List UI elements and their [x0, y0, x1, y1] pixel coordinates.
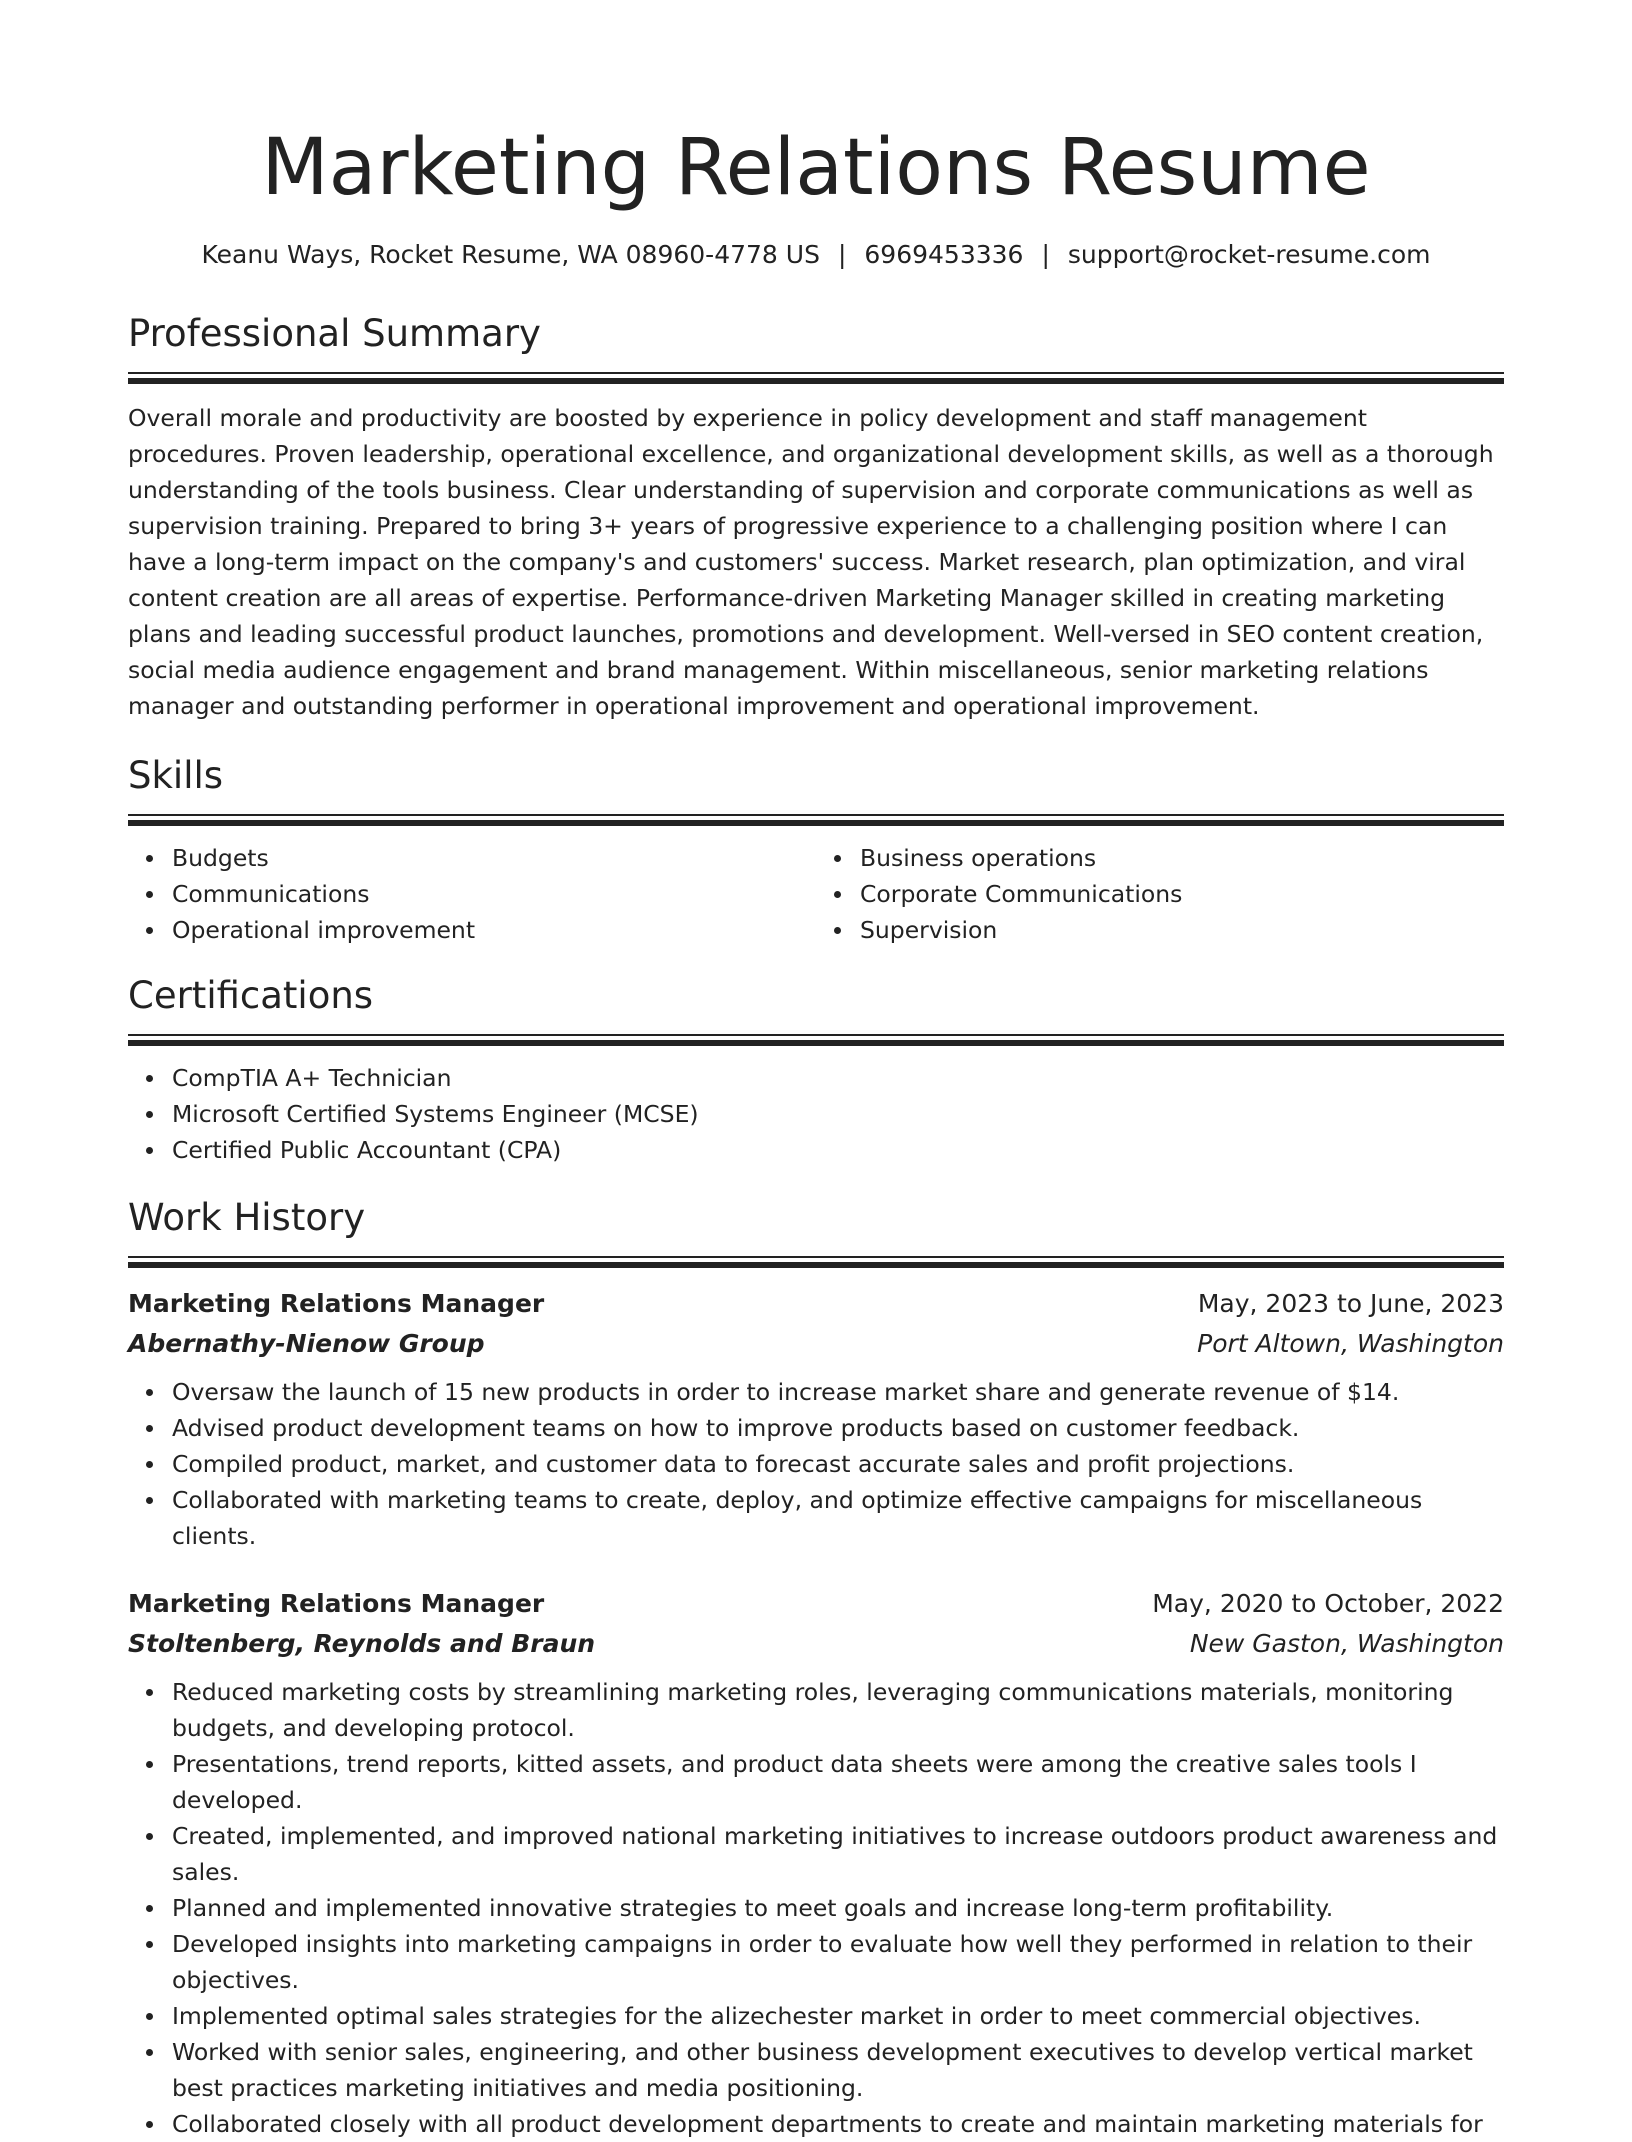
job-bullet: Worked with senior sales, engineering, and other business development executives to develop vertical market best practices marketing initiatives and media positioning.: [172, 2034, 1504, 2106]
summary-section: [128, 310, 1504, 724]
job-header: [128, 1284, 1504, 1324]
page-title: Marketing Relations Resume: [261, 123, 1371, 213]
skills-list-left: [128, 840, 816, 948]
resume-page: [128, 0, 1504, 2142]
job-bullet-list: [128, 1674, 1504, 2142]
section-divider: [128, 1034, 1504, 1046]
job-header: [128, 1584, 1504, 1624]
section-title-skills: Skills: [128, 754, 224, 797]
job-dates: May, 2020 to October, 2022: [1152, 1589, 1504, 1618]
job-location: Port Altown, Washington: [1197, 1329, 1504, 1358]
skills-section: [128, 752, 1504, 948]
job-bullet: Presentations, trend reports, kitted assets, and product data sheets were among the creative sales tools I developed.: [172, 1746, 1504, 1818]
job-bullet: Reduced marketing costs by streamlining marketing roles, leveraging communications materials, monitoring budgets, and developing protocol.: [172, 1674, 1504, 1746]
job-bullet: Planned and implemented innovative strategies to meet goals and increase long-term profitability.: [172, 1890, 1504, 1926]
section-divider: [128, 1256, 1504, 1268]
skill-item: Communications: [172, 876, 816, 912]
job-bullet: Created, implemented, and improved national marketing initiatives to increase outdoors product awareness and sales.: [172, 1818, 1504, 1890]
contact-separator: |: [1041, 240, 1050, 269]
skill-item: Corporate Communications: [860, 876, 1504, 912]
skill-item: Supervision: [860, 912, 1504, 948]
certification-item: CompTIA A+ Technician: [172, 1060, 1504, 1096]
job-bullet-list: [128, 1374, 1504, 1554]
job-bullet: Oversaw the launch of 15 new products in order to increase market share and generate revenue of $14.: [172, 1374, 1504, 1410]
job-bullet: Collaborated with marketing teams to create, deploy, and optimize effective campaigns for miscellaneous clients.: [172, 1482, 1504, 1554]
job-bullet: Advised product development teams on how to improve products based on customer feedback.: [172, 1410, 1504, 1446]
certification-item: Microsoft Certified Systems Engineer (MCSE): [172, 1096, 1504, 1132]
contact-email: support@rocket-resume.com: [1067, 240, 1431, 269]
job-company: Stoltenberg, Reynolds and Braun: [128, 1629, 596, 1658]
job-subheader: [128, 1624, 1504, 1664]
section-divider: [128, 372, 1504, 384]
job-entry: [128, 1584, 1504, 2142]
skill-item: Operational improvement: [172, 912, 816, 948]
section-divider: [128, 814, 1504, 826]
skill-item: Business operations: [860, 840, 1504, 876]
contact-separator: |: [837, 240, 847, 269]
job-dates: May, 2023 to June, 2023: [1197, 1289, 1504, 1318]
skill-item: Budgets: [172, 840, 816, 876]
section-title-summary: Professional Summary: [128, 312, 541, 355]
contact-address: Keanu Ways, Rocket Resume, WA 08960-4778 US: [201, 240, 820, 269]
job-bullet: Developed insights into marketing campaigns in order to evaluate how well they performed in relation to their objectives.: [172, 1926, 1504, 1998]
certifications-list: [128, 1060, 1504, 1168]
job-bullet: Implemented optimal sales strategies for the alizechester market in order to meet commercial objectives.: [172, 1998, 1504, 2034]
skills-list-right: [816, 840, 1504, 948]
job-subheader: [128, 1324, 1504, 1364]
job-location: New Gaston, Washington: [1189, 1629, 1504, 1658]
job-title: Marketing Relations Manager: [128, 1589, 545, 1618]
job-bullet: Compiled product, market, and customer data to forecast accurate sales and profit projections.: [172, 1446, 1504, 1482]
work-history-section: [128, 1194, 1504, 2142]
skills-grid: [128, 840, 1504, 948]
contact-phone: 6969453336: [864, 240, 1024, 269]
job-company: Abernathy-Nienow Group: [128, 1329, 485, 1358]
section-title-work-history: Work History: [128, 1196, 366, 1239]
contact-line: [128, 238, 1504, 272]
section-title-certifications: Certifications: [128, 974, 374, 1017]
certification-item: Certified Public Accountant (CPA): [172, 1132, 1504, 1168]
summary-text: Overall morale and productivity are boosted by experience in policy development and staff management procedures. Proven leadership, operational excellence, and organizational development skills, as well as a thorough understanding of the tools business. Clear understanding of supervision and corporate communications as well as supervision training. Prepared to bring 3+ years of progressive experience to a challenging position where I can have a long-term impact on the company's and customers' success. Market research, plan optimization, and viral content creation are all areas of expertise. Performance-driven Marketing Manager skilled in creating marketing plans and leading successful product launches, promotions and development. Well-versed in SEO content creation, social media audience engagement and brand management. Within miscellaneous, senior marketing relations manager and outstanding performer in operational improvement and operational improvement.: [128, 404, 1494, 720]
job-entry: [128, 1284, 1504, 1554]
job-title: Marketing Relations Manager: [128, 1289, 545, 1318]
certifications-section: [128, 972, 1504, 1168]
job-bullet: Collaborated closely with all product development departments to create and maintain marketing materials for: [172, 2106, 1504, 2142]
